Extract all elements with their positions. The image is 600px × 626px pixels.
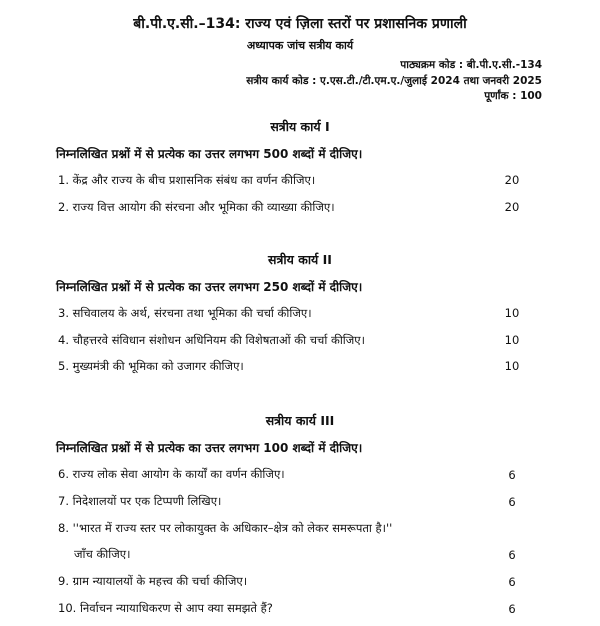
question-1-marks: 20 xyxy=(504,173,520,187)
section-instruction-1: निम्नलिखित प्रश्नों में से प्रत्येक का उत्तर लगभग 500 शब्दों में दीजिए। xyxy=(56,147,363,161)
question-1: 1. केंद्र और राज्य के बीच प्रशासनिक संबंध का वर्णन कीजिए। xyxy=(58,173,316,187)
max-marks: पूर्णांक : 100 xyxy=(484,90,542,102)
question-9: 9. ग्राम न्यायालयों के महत्त्व की चर्चा कीजिए। xyxy=(58,574,248,588)
question-4-marks: 10 xyxy=(504,333,520,347)
question-8-continuation: जाँच कीजिए। xyxy=(74,547,131,561)
question-7-marks: 6 xyxy=(508,495,516,509)
section-heading-2: सत्रीय कार्य II xyxy=(268,252,332,267)
question-3-marks: 10 xyxy=(504,306,520,320)
question-10: 10. निर्वाचन न्यायाधिकरण से आप क्या समझते हैं? xyxy=(58,601,273,615)
section-heading-3: सत्रीय कार्य III xyxy=(265,413,335,428)
question-8: 8. ''भारत में राज्य स्तर पर लोकायुक्त के अधिकार–क्षेत्र को लेकर समरूपता है।'' xyxy=(58,521,393,535)
assignment-code: सत्रीय कार्य कोड : ए.एस.टी./टी.एम.ए./जुलाई 2024 तथा जनवरी 2025 xyxy=(246,75,542,87)
question-8-marks: 6 xyxy=(508,548,516,562)
question-5: 5. मुख्यमंत्री की भूमिका को उजागर कीजिए। xyxy=(58,359,244,373)
course-code: पाठ्यक्रम कोड : बी.पी.ए.सी.-134 xyxy=(400,59,542,71)
section-instruction-3: निम्नलिखित प्रश्नों में से प्रत्येक का उत्तर लगभग 100 शब्दों में दीजिए। xyxy=(56,441,363,455)
question-10-marks: 6 xyxy=(508,602,516,616)
document-subtitle: अध्यापक जांच सत्रीय कार्य xyxy=(246,39,354,52)
section-heading-1: सत्रीय कार्य I xyxy=(270,119,330,134)
question-7: 7. निदेशालयों पर एक टिप्पणी लिखिए। xyxy=(58,494,222,508)
document-title: बी.पी.ए.सी.–134: राज्य एवं ज़िला स्तरों पर प्रशासनिक प्रणाली xyxy=(133,16,467,32)
question-5-marks: 10 xyxy=(504,359,520,373)
question-9-marks: 6 xyxy=(508,575,516,589)
question-2: 2. राज्य वित्त आयोग की संरचना और भूमिका की व्याख्या कीजिए। xyxy=(58,200,335,214)
question-4: 4. चौहत्तरवे संविधान संशोधन अधिनियम की विशेषताओं की चर्चा कीजिए। xyxy=(58,333,366,347)
question-6: 6. राज्य लोक सेवा आयोग के कार्यों का वर्णन कीजिए। xyxy=(58,467,285,481)
question-3: 3. सचिवालय के अर्थ, संरचना तथा भूमिका की चर्चा कीजिए। xyxy=(58,306,312,320)
question-6-marks: 6 xyxy=(508,468,516,482)
question-2-marks: 20 xyxy=(504,200,520,214)
section-instruction-2: निम्नलिखित प्रश्नों में से प्रत्येक का उत्तर लगभग 250 शब्दों में दीजिए। xyxy=(56,280,363,294)
